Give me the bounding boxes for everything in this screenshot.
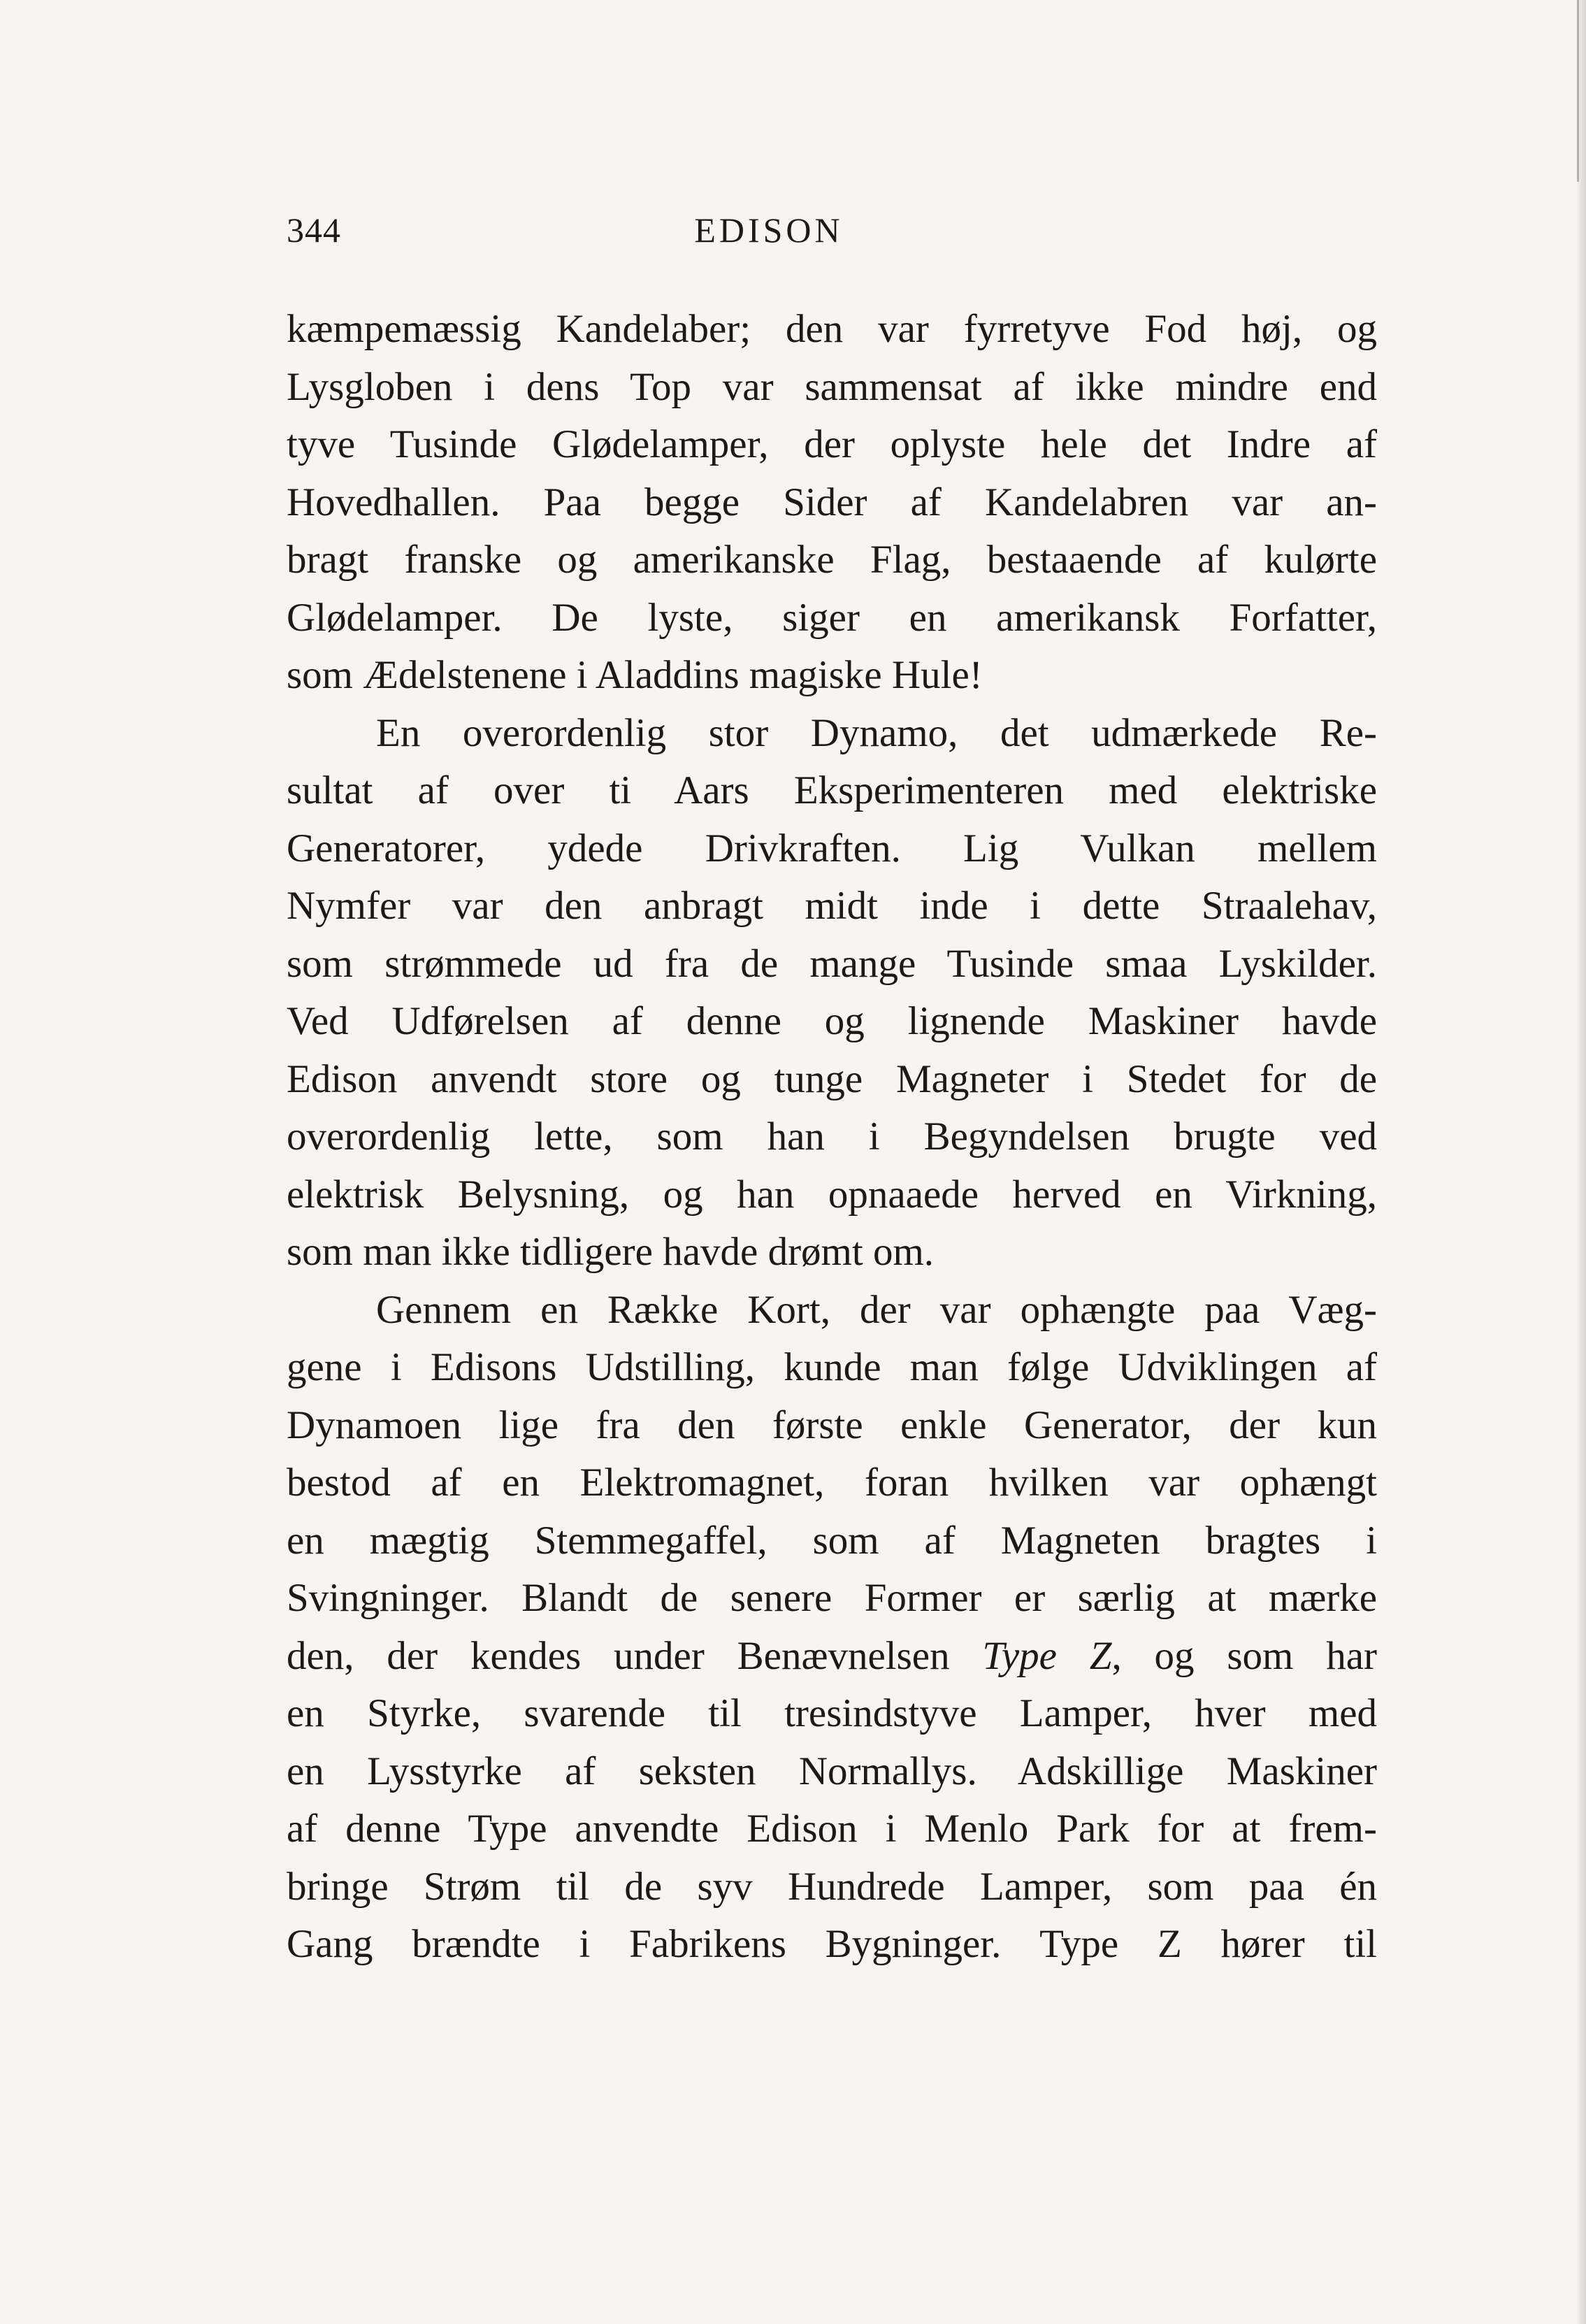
text-line: Hovedhallen. Paa begge Sider af Kandelabren var an- bbox=[287, 480, 1377, 524]
text-line: Svingninger. Blandt de senere Former er særlig at mærke bbox=[287, 1576, 1377, 1620]
text-line: kæmpemæssig Kandelaber; den var fyrretyve Fod høj, og bbox=[287, 307, 1377, 351]
text-line: den, der kendes under Benævnelsen Type Z, og som har bbox=[287, 1633, 1377, 1678]
page-number: 344 bbox=[287, 210, 341, 250]
text-line: som strømmede ud fra de mange Tusinde smaa Lyskilder. bbox=[287, 941, 1377, 986]
text-line: Generatorer, ydede Drivkraften. Lig Vulkan mellem bbox=[287, 826, 1377, 870]
text-line: en Styrke, svarende til tresindstyve Lamper, hver med bbox=[287, 1691, 1377, 1735]
text-line: Ved Udførelsen af denne og lignende Maskiner havde bbox=[287, 999, 1377, 1043]
text-line: som man ikke tidligere havde drømt om. bbox=[287, 1230, 935, 1274]
text-line: Dynamoen lige fra den første enkle Generator, der kun bbox=[287, 1403, 1377, 1447]
text-line: af denne Type anvendte Edison i Menlo Park for at frem- bbox=[287, 1807, 1377, 1851]
body-text bbox=[287, 301, 1377, 1974]
text-line: Edison anvendt store og tunge Magneter i Stedet for de bbox=[287, 1056, 1377, 1101]
text-line: bestod af en Elektromagnet, foran hvilken var ophængt bbox=[287, 1461, 1377, 1505]
text-line: Lysgloben i dens Top var sammensat af ikke mindre end bbox=[287, 364, 1377, 409]
text-line: som Ædelstenene i Aladdins magiske Hule! bbox=[287, 653, 983, 697]
italic-term: Type Z bbox=[982, 1633, 1112, 1678]
text-line: Gang brændte i Fabrikens Bygninger. Type Z hører til bbox=[287, 1922, 1377, 1966]
text-line: Nymfer var den anbragt midt inde i dette Straalehav, bbox=[287, 884, 1377, 928]
text-line: sultat af over ti Aars Eksperimenteren med elektriske bbox=[287, 768, 1377, 812]
text-line: Glødelamper. De lyste, siger en amerikansk Forfatter, bbox=[287, 595, 1377, 640]
page-header bbox=[287, 210, 1377, 266]
text-line: tyve Tusinde Glødelamper, der oplyste hele det Indre af bbox=[287, 422, 1377, 466]
text-line: overordenlig lette, som han i Begyndelsen brugte ved bbox=[287, 1114, 1377, 1159]
text-line: bragt franske og amerikanske Flag, bestaaende af kulørte bbox=[287, 538, 1377, 582]
text-line: gene i Edisons Udstilling, kunde man følge Udviklingen af bbox=[287, 1345, 1377, 1389]
page-edge-shadow bbox=[1576, 0, 1586, 2324]
text-line: en mægtig Stemmegaffel, som af Magneten bragtes i bbox=[287, 1518, 1377, 1563]
text-line: bringe Strøm til de syv Hundrede Lamper, som paa én bbox=[287, 1864, 1377, 1909]
text-line: En overordenlig stor Dynamo, det udmærkede Re- bbox=[376, 710, 1377, 755]
running-head: EDISON bbox=[694, 210, 844, 250]
text-line: Gennem en Række Kort, der var ophængte paa Væg- bbox=[376, 1287, 1377, 1332]
page-edge-mark bbox=[1577, 0, 1579, 182]
text-line: en Lysstyrke af seksten Normallys. Adskillige Maskiner bbox=[287, 1749, 1377, 1793]
text-line: elektrisk Belysning, og han opnaaede herved en Virkning, bbox=[287, 1172, 1377, 1217]
